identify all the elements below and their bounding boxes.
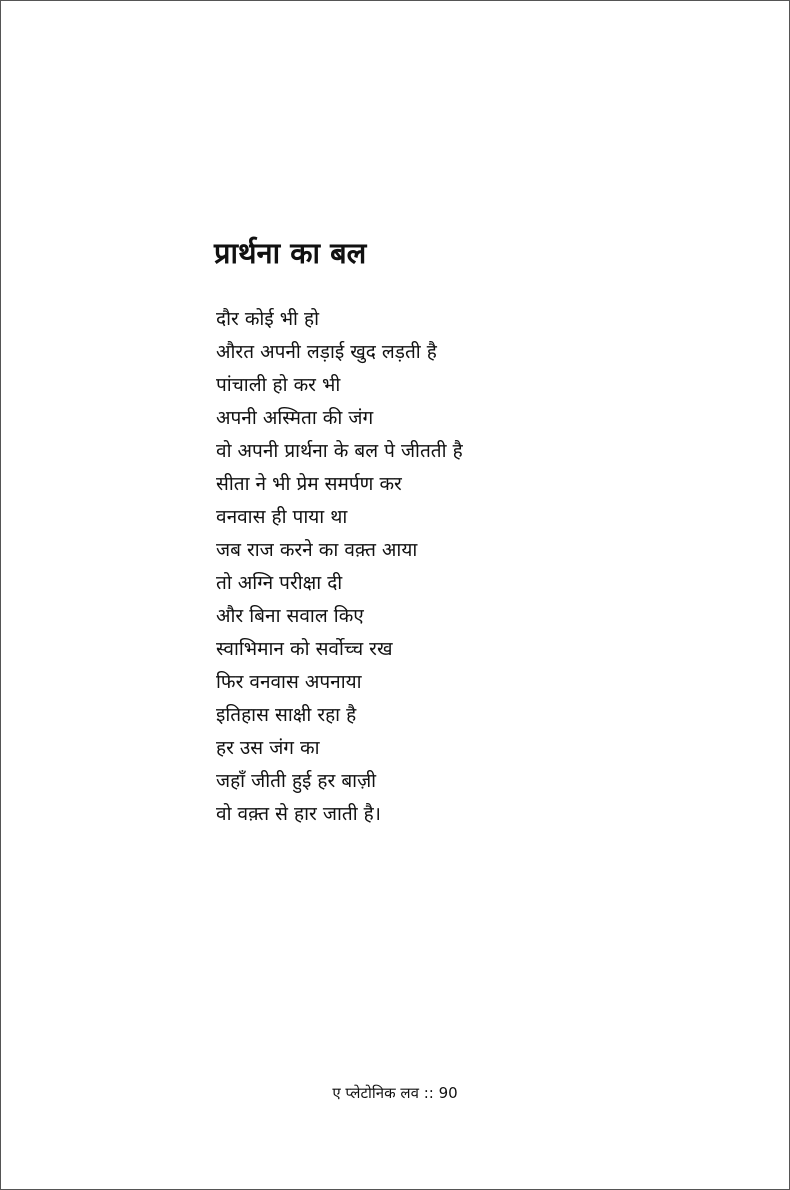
- poem-line: वो अपनी प्रार्थना के बल पे जीतती है: [216, 440, 463, 462]
- poem-line: हर उस जंग का: [216, 737, 320, 759]
- poem-title: प्रार्थना का बल: [214, 236, 367, 270]
- poem-line: पांचाली हो कर भी: [216, 374, 341, 396]
- poem-line: वो वक़्त से हार जाती है।: [216, 803, 381, 825]
- poem-line: जहाँ जीती हुई हर बाज़ी: [216, 770, 377, 792]
- poem-line: स्वाभिमान को सर्वोच्च रख: [216, 638, 393, 660]
- poem-line: फिर वनवास अपनाया: [216, 671, 362, 693]
- poem-line: वनवास ही पाया था: [216, 506, 348, 528]
- poem-line: अपनी अस्मिता की जंग: [216, 407, 374, 429]
- poem-line: सीता ने भी प्रेम समर्पण कर: [216, 473, 402, 495]
- poem-line: जब राज करने का वक़्त आया: [216, 539, 418, 561]
- poem-line: और बिना सवाल किए: [216, 605, 364, 627]
- poem-body: [216, 303, 463, 831]
- poem-line: तो अग्नि परीक्षा दी: [216, 572, 343, 594]
- page-footer: ए प्लेटोनिक लव :: 90: [332, 1084, 458, 1102]
- poem-line: इतिहास साक्षी रहा है: [216, 704, 357, 726]
- poem-line: औरत अपनी लड़ाई खुद लड़ती है: [216, 341, 437, 363]
- poem-line: दौर कोई भी हो: [216, 308, 320, 330]
